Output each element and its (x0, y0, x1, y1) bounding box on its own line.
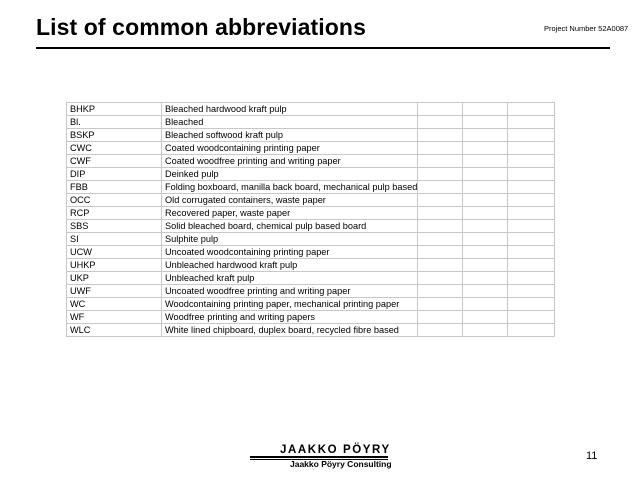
table-row (67, 142, 555, 155)
abbreviation-code: OCC (67, 194, 162, 207)
empty-cell (508, 233, 555, 246)
empty-cell (463, 233, 508, 246)
table-row (67, 220, 555, 233)
title-divider (36, 47, 610, 49)
table-row (67, 233, 555, 246)
abbreviation-definition: Bleached softwood kraft pulp (162, 129, 418, 142)
table-row (67, 103, 555, 116)
empty-cell (508, 129, 555, 142)
abbreviation-code: WLC (67, 324, 162, 337)
empty-cell (463, 220, 508, 233)
table-row (67, 324, 555, 337)
empty-cell (418, 207, 463, 220)
empty-cell (508, 246, 555, 259)
abbreviation-code: RCP (67, 207, 162, 220)
abbreviation-code: BHKP (67, 103, 162, 116)
abbreviation-definition: Unbleached hardwood kraft pulp (162, 259, 418, 272)
empty-cell (418, 181, 463, 194)
empty-cell (418, 155, 463, 168)
abbreviation-code: Bl. (67, 116, 162, 129)
empty-cell (463, 181, 508, 194)
table-row (67, 259, 555, 272)
table-row (67, 285, 555, 298)
empty-cell (418, 168, 463, 181)
abbreviation-definition: Woodcontaining printing paper, mechanical printing paper (162, 298, 418, 311)
abbreviations-table (66, 102, 555, 337)
project-number: Project Number 52A0087 (544, 24, 629, 33)
empty-cell (418, 220, 463, 233)
logo-bar (250, 456, 388, 458)
abbreviation-code: WC (67, 298, 162, 311)
empty-cell (418, 311, 463, 324)
empty-cell (463, 272, 508, 285)
empty-cell (463, 311, 508, 324)
empty-cell (418, 129, 463, 142)
empty-cell (418, 259, 463, 272)
empty-cell (418, 142, 463, 155)
empty-cell (463, 116, 508, 129)
empty-cell (463, 155, 508, 168)
table-row (67, 168, 555, 181)
empty-cell (508, 194, 555, 207)
logo-name: JAAKKO PÖYRY (280, 444, 391, 456)
empty-cell (463, 129, 508, 142)
table-row (67, 155, 555, 168)
abbreviation-definition: Bleached (162, 116, 418, 129)
abbreviation-code: CWC (67, 142, 162, 155)
abbreviation-definition: Deinked pulp (162, 168, 418, 181)
abbreviation-definition: White lined chipboard, duplex board, recycled fibre based (162, 324, 418, 337)
empty-cell (508, 142, 555, 155)
abbreviation-code: UWF (67, 285, 162, 298)
empty-cell (463, 259, 508, 272)
empty-cell (508, 272, 555, 285)
empty-cell (463, 285, 508, 298)
empty-cell (463, 142, 508, 155)
abbreviation-definition: Uncoated woodcontaining printing paper (162, 246, 418, 259)
table-row (67, 207, 555, 220)
empty-cell (508, 285, 555, 298)
empty-cell (508, 207, 555, 220)
empty-cell (463, 246, 508, 259)
abbreviation-definition: Coated woodcontaining printing paper (162, 142, 418, 155)
empty-cell (418, 324, 463, 337)
page-title: List of common abbreviations (36, 14, 366, 40)
abbreviation-code: UHKP (67, 259, 162, 272)
empty-cell (418, 194, 463, 207)
empty-cell (418, 272, 463, 285)
empty-cell (508, 311, 555, 324)
table-row (67, 129, 555, 142)
empty-cell (508, 324, 555, 337)
empty-cell (508, 155, 555, 168)
table-row (67, 194, 555, 207)
abbreviation-code: SI (67, 233, 162, 246)
abbreviation-definition: Bleached hardwood kraft pulp (162, 103, 418, 116)
abbreviation-definition: Sulphite pulp (162, 233, 418, 246)
abbreviation-definition: Folding boxboard, manilla back board, mechanical pulp based (162, 181, 418, 194)
abbreviation-definition: Woodfree printing and writing papers (162, 311, 418, 324)
abbreviation-definition: Old corrugated containers, waste paper (162, 194, 418, 207)
table-row (67, 298, 555, 311)
abbreviation-code: CWF (67, 155, 162, 168)
empty-cell (463, 298, 508, 311)
empty-cell (508, 168, 555, 181)
empty-cell (463, 324, 508, 337)
abbreviation-code: UKP (67, 272, 162, 285)
empty-cell (418, 298, 463, 311)
table-row (67, 181, 555, 194)
abbreviation-definition: Uncoated woodfree printing and writing paper (162, 285, 418, 298)
abbreviation-code: FBB (67, 181, 162, 194)
empty-cell (418, 233, 463, 246)
logo-subtitle: Jaakko Pöyry Consulting (290, 459, 392, 469)
page-number: 11 (586, 450, 598, 462)
empty-cell (463, 168, 508, 181)
empty-cell (418, 285, 463, 298)
table-row (67, 272, 555, 285)
empty-cell (508, 259, 555, 272)
empty-cell (508, 103, 555, 116)
empty-cell (418, 103, 463, 116)
empty-cell (508, 298, 555, 311)
table-row (67, 311, 555, 324)
abbreviation-code: UCW (67, 246, 162, 259)
empty-cell (463, 103, 508, 116)
empty-cell (418, 116, 463, 129)
empty-cell (508, 116, 555, 129)
company-logo (250, 444, 400, 470)
abbreviation-definition: Solid bleached board, chemical pulp based board (162, 220, 418, 233)
abbreviation-code: DIP (67, 168, 162, 181)
abbreviation-code: SBS (67, 220, 162, 233)
abbreviation-code: WF (67, 311, 162, 324)
empty-cell (508, 220, 555, 233)
empty-cell (508, 181, 555, 194)
empty-cell (418, 246, 463, 259)
table-row (67, 116, 555, 129)
abbreviation-definition: Recovered paper, waste paper (162, 207, 418, 220)
empty-cell (463, 194, 508, 207)
abbreviation-definition: Unbleached kraft pulp (162, 272, 418, 285)
empty-cell (463, 207, 508, 220)
abbreviation-code: BSKP (67, 129, 162, 142)
abbreviation-definition: Coated woodfree printing and writing paper (162, 155, 418, 168)
table-row (67, 246, 555, 259)
